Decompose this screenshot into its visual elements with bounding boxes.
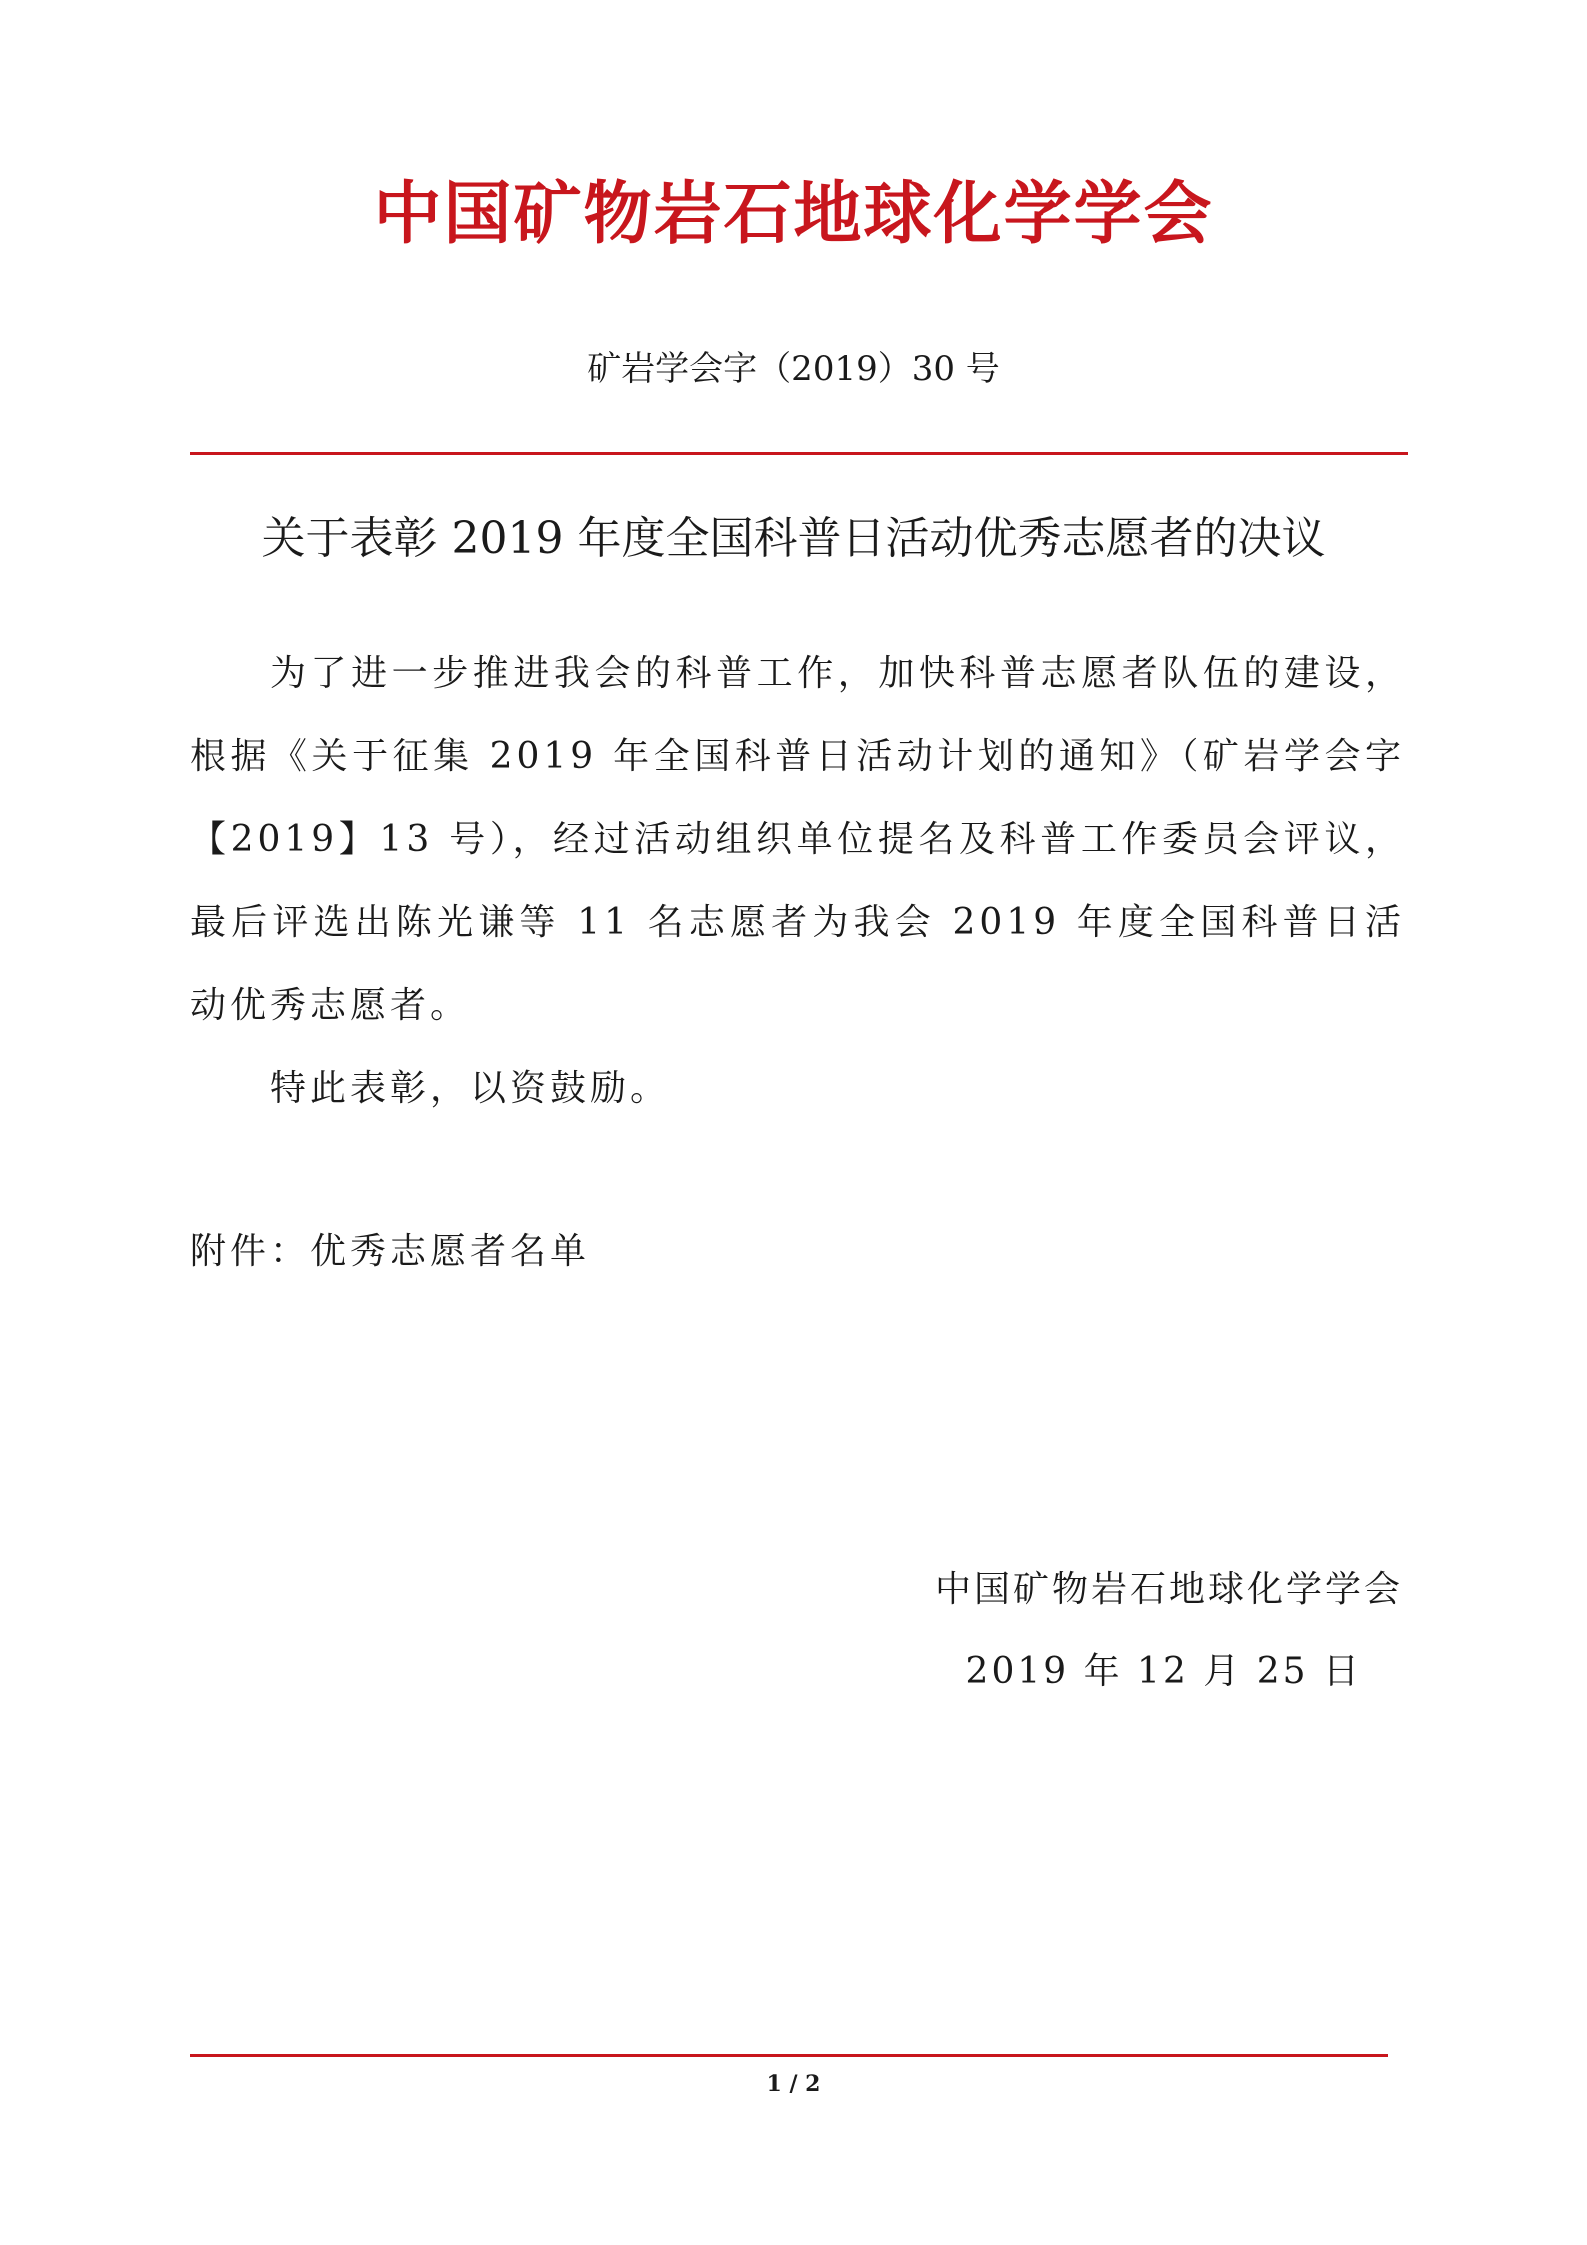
attachment-note: 附件：优秀志愿者名单 (190, 1231, 591, 1272)
body-paragraph: 特此表彰，以资鼓励。 (270, 1068, 671, 1109)
signature-organization: 中国矿物岩石地球化学学会 (934, 1569, 1403, 1610)
body-paragraph: 为了进一步推进我会的科普工作，加快科普志愿者队伍的建设，根据《关于征集 2019 年全国科普日活动计划的通知》（矿岩学会字【2019】13 号），经过活动组织单位提名及科普工作委员会评议，最后评选出陈光谦等 11 名志愿者为我会 2019 年度全国科普日活动优秀志愿者。 (190, 653, 1405, 1026)
page-indicator: 1 / 2 (766, 2071, 821, 2097)
document-body (190, 632, 1405, 1130)
signature-date: 2019 年 12 月 25 日 (965, 1651, 1362, 1692)
header-divider (190, 452, 1408, 455)
document-title: 关于表彰 2019 年度全国科普日活动优秀志愿者的决议 (261, 513, 1326, 564)
footer-divider (190, 2054, 1388, 2057)
organization-header: 中国矿物岩石地球化学学会 (373, 174, 1214, 254)
document-number: 矿岩学会字（2019）30 号 (587, 349, 1000, 389)
